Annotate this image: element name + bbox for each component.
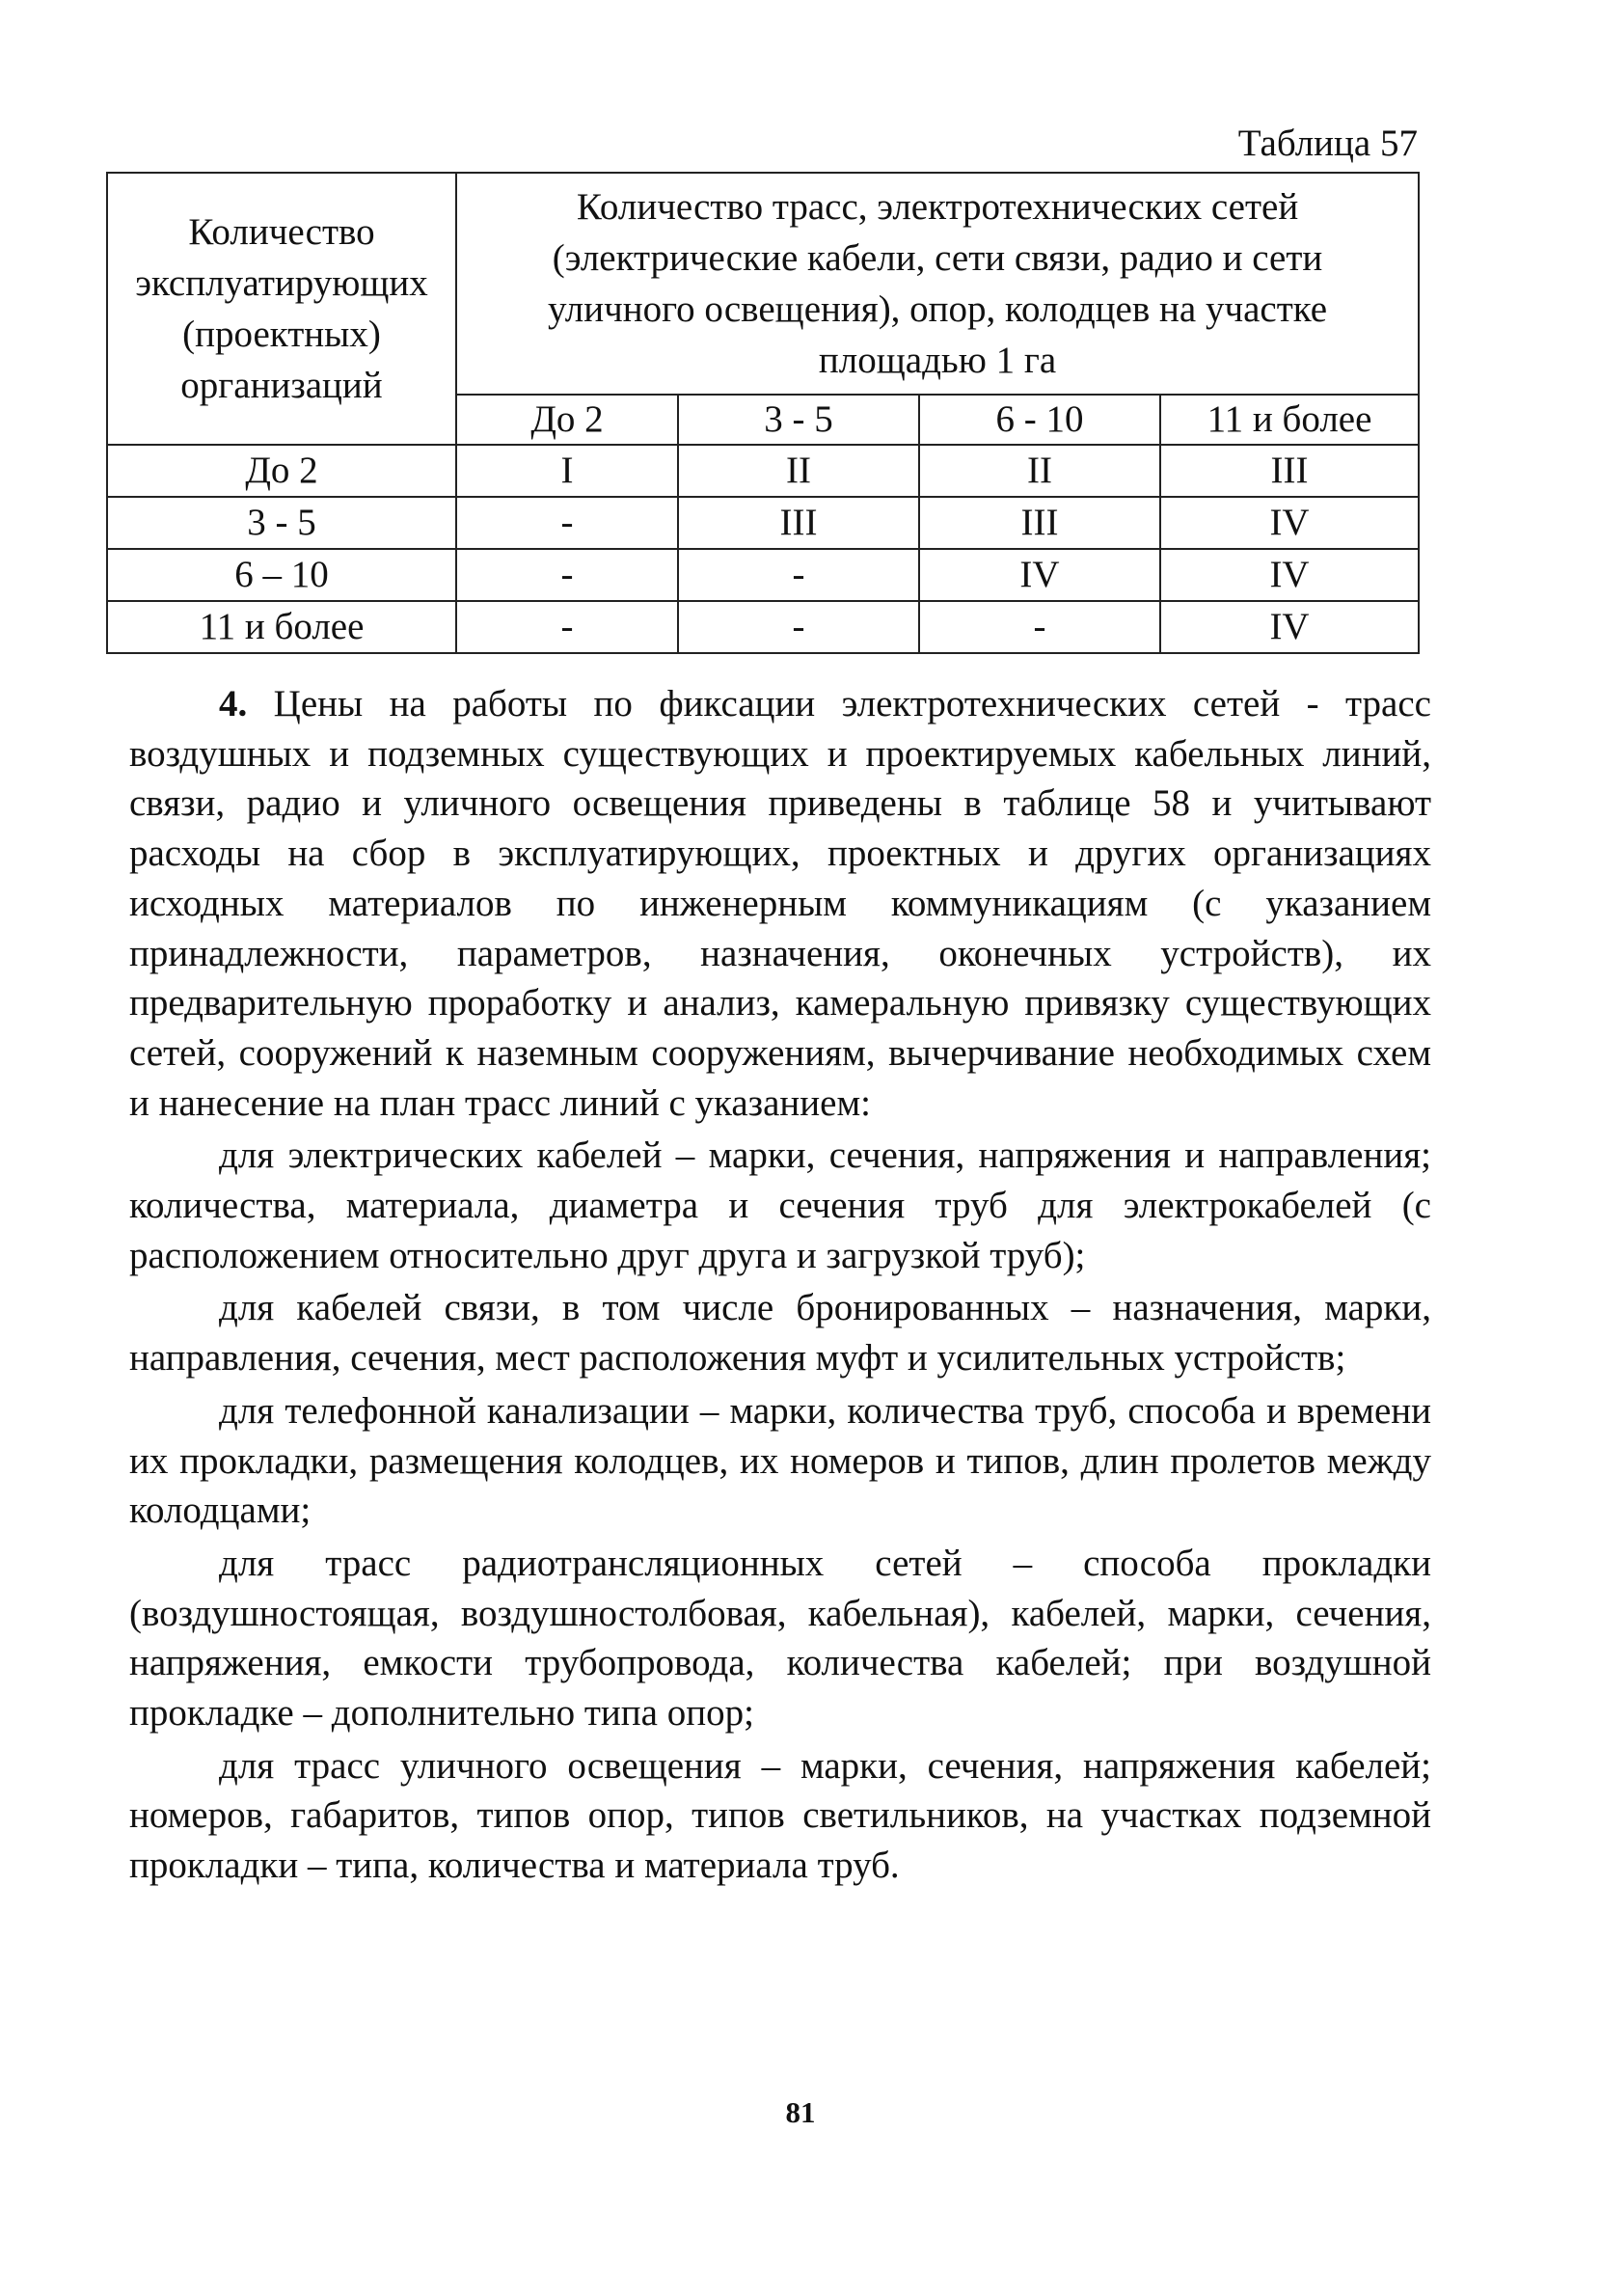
table-cell: - [456, 601, 678, 653]
row-label: 3 - 5 [107, 497, 456, 549]
table-cell: II [919, 445, 1160, 497]
table-caption: Таблица 57 [1237, 123, 1418, 164]
table-row [107, 549, 1419, 601]
table-cell: - [678, 601, 919, 653]
table-row [107, 445, 1419, 497]
paragraph-communication-cables: для кабелей связи, в том числе бронированных – назначения, марки, направления, сечения, мест расположения муфт и усилительных устройств; [129, 1287, 1431, 1380]
column-subheader: 3 - 5 [678, 395, 919, 445]
column-subheader: До 2 [456, 395, 678, 445]
table-row [107, 601, 1419, 653]
table-cell: - [456, 549, 678, 601]
table-57 [106, 172, 1420, 654]
column-subheader: 6 - 10 [919, 395, 1160, 445]
table-cell: IV [1160, 601, 1419, 653]
table-cell: - [456, 497, 678, 549]
paragraph-number: 4. [219, 683, 248, 724]
table-row [107, 497, 1419, 549]
paragraph-4 [129, 679, 1431, 1128]
table-cell: - [678, 549, 919, 601]
row-label: 6 – 10 [107, 549, 456, 601]
paragraph-electric-cables: для электрических кабелей – марки, сечения, напряжения и направления; количества, материала, диаметра и сечения труб для электрокабелей (с расположением относительно друг друга и загрузкой труб); [129, 1134, 1431, 1276]
table-header-row [107, 173, 1419, 395]
paragraph-street-lighting: для трасс уличного освещения – марки, сечения, напряжения кабелей; номеров, габаритов, типов опор, типов светильников, на участках подземной прокладки – типа, количества и материала труб. [129, 1744, 1431, 1887]
row-header-cell: Количество эксплуатирующих (проектных) организаций [107, 173, 456, 445]
table-cell: III [1160, 445, 1419, 497]
table-cell: III [678, 497, 919, 549]
table-cell: I [456, 445, 678, 497]
table-cell: IV [919, 549, 1160, 601]
row-label: 11 и более [107, 601, 456, 653]
paragraph-telephone-ducts: для телефонной канализации – марки, количества труб, способа и времени их прокладки, размещения колодцев, их номеров и типов, длин пролетов между колодцами; [129, 1389, 1431, 1532]
column-header-cell: Количество трасс, электротехнических сетей (электрические кабели, сети связи, радио и сети уличного освещения), опор, колодцев на участке площадью 1 га [456, 173, 1419, 395]
page-number: 81 [785, 2095, 816, 2129]
table-cell: IV [1160, 497, 1419, 549]
paragraph-text: Цены на работы по фиксации электротехнических сетей - трасс воздушных и подземных существующих и проектируемых кабельных линий, связи, радио и уличного освещения приведены в таблице 58 и учитывают расходы на сбор в эксплуатирующих, проектных и других организациях исходных материалов по инженерным коммуникациям (с указанием принадлежности, параметров, назначения, оконечных устройств), их предварительную проработку и анализ, камеральную привязку существующих сетей, сооружений к наземным сооружениям, вычерчивание необходимых схем и нанесение на план трасс линий с указанием: [129, 683, 1431, 1124]
table-cell: III [919, 497, 1160, 549]
table-cell: IV [1160, 549, 1419, 601]
column-subheader: 11 и более [1160, 395, 1419, 445]
table-cell: - [919, 601, 1160, 653]
row-label: До 2 [107, 445, 456, 497]
body-text [129, 679, 1431, 1891]
paragraph-radio-networks: для трасс радиотрансляционных сетей – способа прокладки (воздушностоящая, воздушностолбовая, кабельная), кабелей, марки, сечения, напряжения, емкости трубопровода, количества кабелей; при воздушной прокладке – дополнительно типа опор; [129, 1542, 1431, 1735]
table-cell: II [678, 445, 919, 497]
